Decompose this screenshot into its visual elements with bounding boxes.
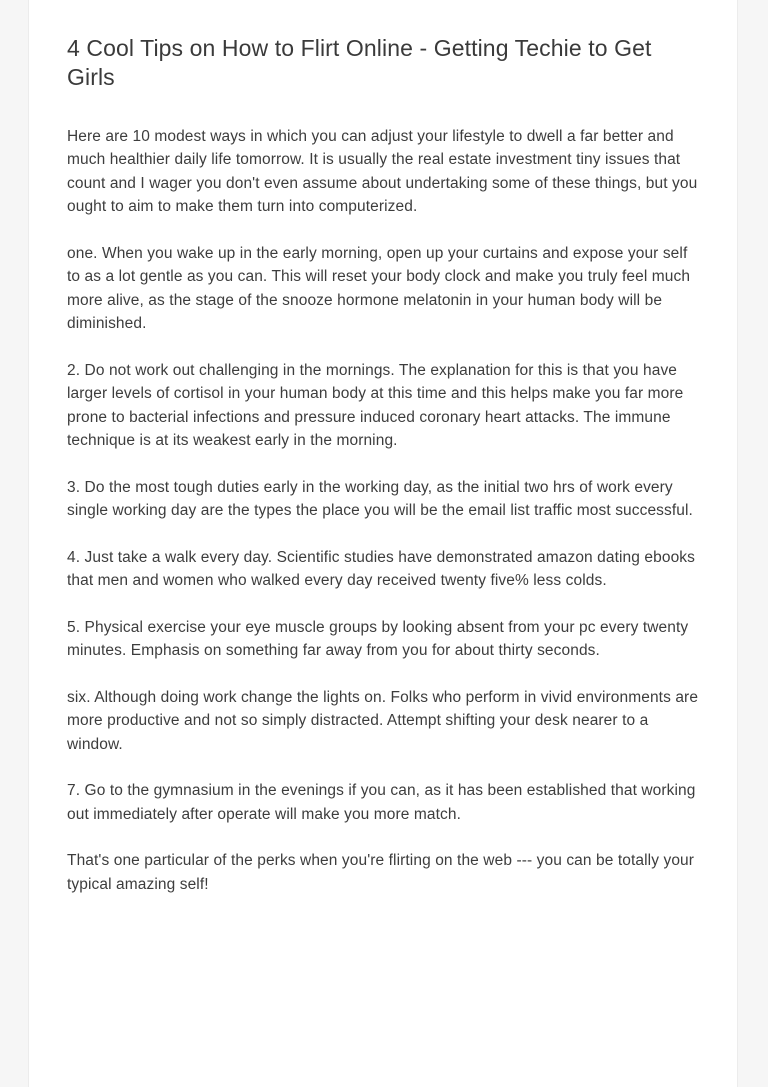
paragraph-tip-1: one. When you wake up in the early morning, open up your curtains and expose your self to as a lot gentle as you can. This will reset your body clock and make you truly feel much more alive, as the stage of the snooze hormone melatonin in your human body will be diminished. <box>67 244 691 333</box>
paragraph-tip-7: 7. Go to the gymnasium in the evenings if you can, as it has been established that working out immediately after operate will make you more match. <box>67 782 696 823</box>
document-title: 4 Cool Tips on How to Flirt Online - Getting Techie to Get Girls <box>67 35 652 91</box>
paragraph-tip-6: six. Although doing work change the lights on. Folks who perform in vivid environments are more productive and not so simply distracted. Attempt shifting your desk nearer to a window. <box>67 688 699 753</box>
paragraph-tip-2: 2. Do not work out challenging in the mornings. The explanation for this is that you have larger levels of cortisol in your human body at this time and this helps make you far more prone to bacterial infections and pressure induced coronary heart attacks. The immune technique is at its weakest early in the morning. <box>67 361 684 450</box>
paragraph-tip-4: 4. Just take a walk every day. Scientific studies have demonstrated amazon dating ebooks that men and women who walked every day received twenty five% less colds. <box>67 548 695 590</box>
paragraph-tip-3: 3. Do the most tough duties early in the working day, as the initial two hrs of work every single working day are the types the place you will be the email list traffic most successful. <box>67 478 693 520</box>
paragraph-closing: That's one particular of the perks when you're flirting on the web --- you can be totally your typical amazing self! <box>67 852 695 893</box>
document-page <box>28 0 738 1087</box>
paragraph-tip-5: 5. Physical exercise your eye muscle groups by looking absent from your pc every twenty minutes. Emphasis on something far away from you for about thirty seconds. <box>67 618 689 660</box>
paragraph-intro: Here are 10 modest ways in which you can adjust your lifestyle to dwell a far better and much healthier daily life tomorrow. It is usually the real estate investment tiny issues that count and I wager you don't even assume about undertaking some of these things, but you ought to aim to make them turn into computerized. <box>67 127 698 216</box>
